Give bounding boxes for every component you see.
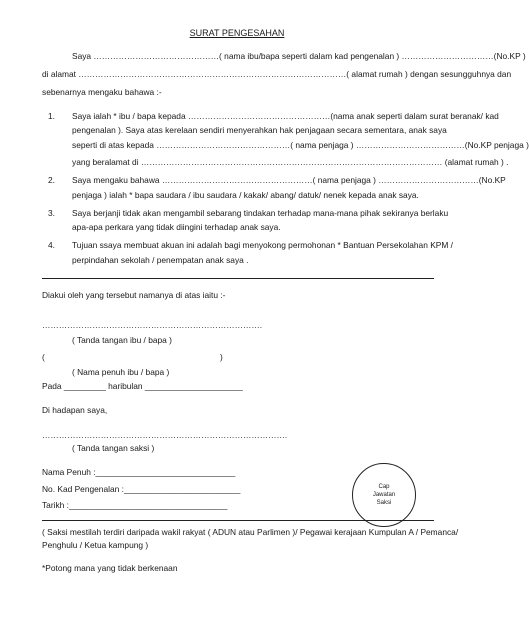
item-1-line-1: Saya ialah * ibu / bapa kepada ……………………………………………(nama anak seperti dalam surat beranak/ kad: [72, 111, 499, 121]
item-4-line-1: Tujuan ssaya membuat akuan ini adalah bagi menyokong permohonan * Bantuan Persekolahan KPM /: [72, 240, 453, 250]
item-4-number: 4.: [48, 240, 55, 250]
date-line: Pada _________ haribulan _____________________: [42, 381, 243, 391]
footnote-divider: [42, 520, 434, 521]
strike-through-note: *Potong mana yang tidak berkenaan: [42, 563, 178, 573]
witness-name-field: Nama Penuh :______________________________: [42, 467, 236, 477]
parent-name-label: ( Nama penuh ibu / bapa ): [72, 367, 170, 377]
acknowledged-text: Diakui oleh yang tersebut namanya di atas iaitu :-: [42, 290, 226, 300]
document-title: SURAT PENGESAHAN: [189, 28, 285, 38]
witness-stamp-text: Cap Jawatan Saksi: [372, 484, 396, 506]
witness-intro: Di hadapan saya,: [42, 405, 108, 415]
parent-signature-label: ( Tanda tangan ibu / bapa ): [72, 335, 172, 345]
parent-name-close-bracket: ): [220, 352, 223, 362]
item-2-line-2: penjaga ) ialah * bapa saudara / ibu saudara / kakak/ abang/ datuk/ nenek kepada anak saya.: [72, 190, 419, 200]
witness-ic-field: No. Kad Pengenalan :_________________________: [42, 484, 241, 494]
item-3-number: 3.: [48, 208, 55, 218]
parent-name-open-bracket: (: [42, 352, 45, 362]
divider-line: [42, 278, 434, 279]
witness-date-field: Tarikh :__________________________________: [42, 500, 228, 510]
witness-stamp-circle: [352, 463, 416, 527]
item-1-line-2: pengenalan ). Saya atas kerelaan sendiri menyerahkan hak penjagaan secara sementara, anak saya: [72, 125, 447, 135]
item-2-line-1: Saya mengaku bahawa ………………………………………………( nama penjaga ) ………………………………(No.KP: [72, 175, 506, 185]
witness-signature-line: …………………………………………………………………………….: [42, 430, 288, 440]
intro-line-2: di alamat ……………………………………………………………………………………( alamat rumah ) dengan sesungguhnya dan: [42, 69, 512, 79]
intro-line-3: sebenarnya mengaku bahawa :-: [42, 87, 162, 97]
item-1-line-3: seperti di atas kepada …………………………………………( nama penjaga ) …………………………………(No.KP penjaga ): [72, 140, 529, 150]
item-2-number: 2.: [48, 175, 55, 185]
item-3-line-2: apa-apa perkara yang tidak diingini terhadap anak saya.: [72, 222, 281, 232]
parent-signature-line: …………………………………………………………………….: [42, 320, 263, 330]
witness-signature-label: ( Tanda tangan saksi ): [72, 443, 155, 453]
item-1-line-4: yang beralamat di ……………………………………………………………………………………………… (alamat rumah ) .: [72, 157, 509, 167]
item-4-line-2: perpindahan sekolah / penempatan anak saya .: [72, 255, 249, 265]
witness-footnote-line-1: ( Saksi mestilah terdiri daripada wakil rakyat ( ADUN atau Parlimen )/ Pegawai kerajaan Kumpulan A / Pemanca/: [42, 527, 459, 537]
intro-line-1: Saya ………………………………………( nama ibu/bapa seperti dalam kad pengenalan ) ……………………………(No.KP ): [72, 51, 526, 61]
item-1-number: 1.: [48, 111, 55, 121]
item-3-line-1: Saya berjanji tidak akan mengambil sebarang tindakan terhadap mana-mana pihak sekiranya berlaku: [72, 208, 449, 218]
witness-footnote-line-2: Penghulu / Ketua kampung ): [42, 540, 149, 550]
